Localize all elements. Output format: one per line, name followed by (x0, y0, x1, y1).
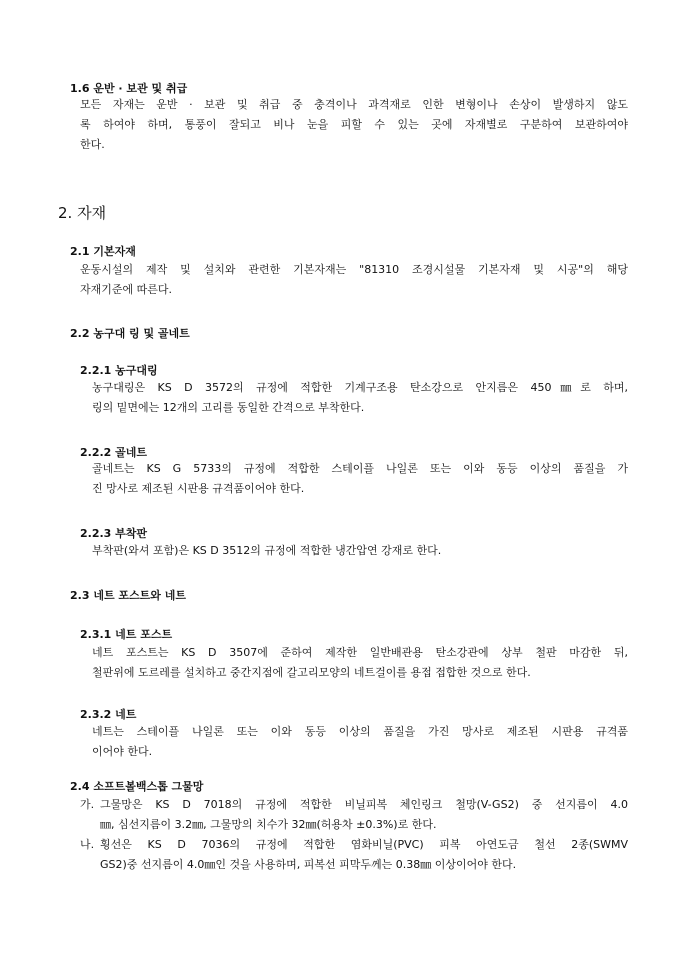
paragraph-line: 부착판(와셔 포함)은 KS D 3512의 규정에 적합한 냉간압연 강재로 한다. (92, 544, 442, 557)
paragraph-line: 자재기준에 따른다. (80, 283, 173, 296)
paragraph-2-2-1 (92, 378, 628, 418)
section-heading-2-2: 2.2 농구대 링 및 골네트 (70, 327, 190, 340)
section-heading-1-6: 1.6 운반 · 보관 및 취급 (70, 82, 188, 95)
list-item-line: GS2)중 선지름이 4.0㎜인 것을 사용하며, 피복선 피막두께는 0.38㎜ 이상이어야 한다. (100, 858, 517, 871)
paragraph-line: 한다. (80, 138, 105, 151)
paragraph-1-6 (80, 95, 628, 155)
paragraph-line: 농구대링은 KS D 3572의 규정에 적합한 기계구조용 탄소강으로 안지름은 450㎜로 하며, (92, 381, 628, 394)
list-item-text (100, 835, 628, 875)
list-item (80, 835, 628, 875)
paragraph-line: 링의 밑면에는 12개의 고리를 동일한 간격으로 부착한다. (92, 401, 365, 414)
paragraph-line: 모든 자재는 운반 · 보관 및 취급 중 충격이나 과격재로 인한 변형이나 손상이 발생하지 않도 (80, 98, 628, 111)
section-heading-2-2-2: 2.2.2 골네트 (80, 446, 148, 459)
section-heading-2-2-3: 2.2.3 부착판 (80, 527, 148, 540)
list-item-line: 그물망은 KS D 7018의 규정에 적합한 비닐피복 체인링크 철망(V-GS2) 중 선지름이 4.0 (100, 798, 628, 811)
paragraph-line: 진 망사로 제조된 시판용 규격품이어야 한다. (92, 482, 305, 495)
paragraph-line: 네트는 스테이플 나일론 또는 이와 동등 이상의 품질을 가진 망사로 제조된 시판용 규격품 (92, 725, 628, 738)
section-heading-2-4: 2.4 소프트볼백스톱 그물망 (70, 780, 204, 793)
paragraph-2-3-1 (92, 643, 628, 683)
list-item-line: 횡선은 KS D 7036의 규정에 적합한 염화비닐(PVC) 피복 아연도금 철선 2종(SWMV (100, 838, 628, 851)
section-heading-2-3-2: 2.3.2 네트 (80, 708, 137, 721)
paragraph-line: 록 하여야 하며, 통풍이 잘되고 비나 눈을 피할 수 있는 곳에 자재별로 구분하여 보관하여야 (80, 118, 628, 131)
paragraph-line: 운동시설의 제작 및 설치와 관련한 기본자재는 "81310 조경시설물 기본자재 및 시공"의 해당 (80, 263, 628, 276)
paragraph-2-2-2 (92, 459, 628, 499)
paragraph-line: 철판위에 도르레를 설치하고 중간지점에 갈고리모양의 네트걸이를 용접 접합한 것으로 한다. (92, 666, 531, 679)
section-heading-2-2-1: 2.2.1 농구대링 (80, 364, 158, 377)
paragraph-2-1 (80, 260, 628, 300)
paragraph-2-3-2 (92, 722, 628, 762)
paragraph-line: 골네트는 KS G 5733의 규정에 적합한 스테이플 나일론 또는 이와 동등 이상의 품질을 가 (92, 462, 628, 475)
list-item-line: ㎜, 심선지름이 3.2㎜, 그물망의 치수가 32㎜(허용차 ±0.3%)로 한다. (100, 818, 437, 831)
list-item (80, 795, 628, 835)
chapter-heading-2: 2. 자재 (58, 204, 107, 222)
list-marker: 가. (80, 798, 95, 811)
list-item-text (100, 795, 628, 835)
list-marker: 나. (80, 838, 95, 851)
section-heading-2-3-1: 2.3.1 네트 포스트 (80, 628, 173, 641)
paragraph-line: 이어야 한다. (92, 745, 153, 758)
paragraph-2-2-3 (92, 541, 628, 561)
section-heading-2-1: 2.1 기본자재 (70, 245, 136, 258)
section-heading-2-3: 2.3 네트 포스트와 네트 (70, 589, 186, 602)
paragraph-line: 네트 포스트는 KS D 3507에 준하여 제작한 일반배관용 탄소강관에 상부 철판 마감한 뒤, (92, 646, 628, 659)
